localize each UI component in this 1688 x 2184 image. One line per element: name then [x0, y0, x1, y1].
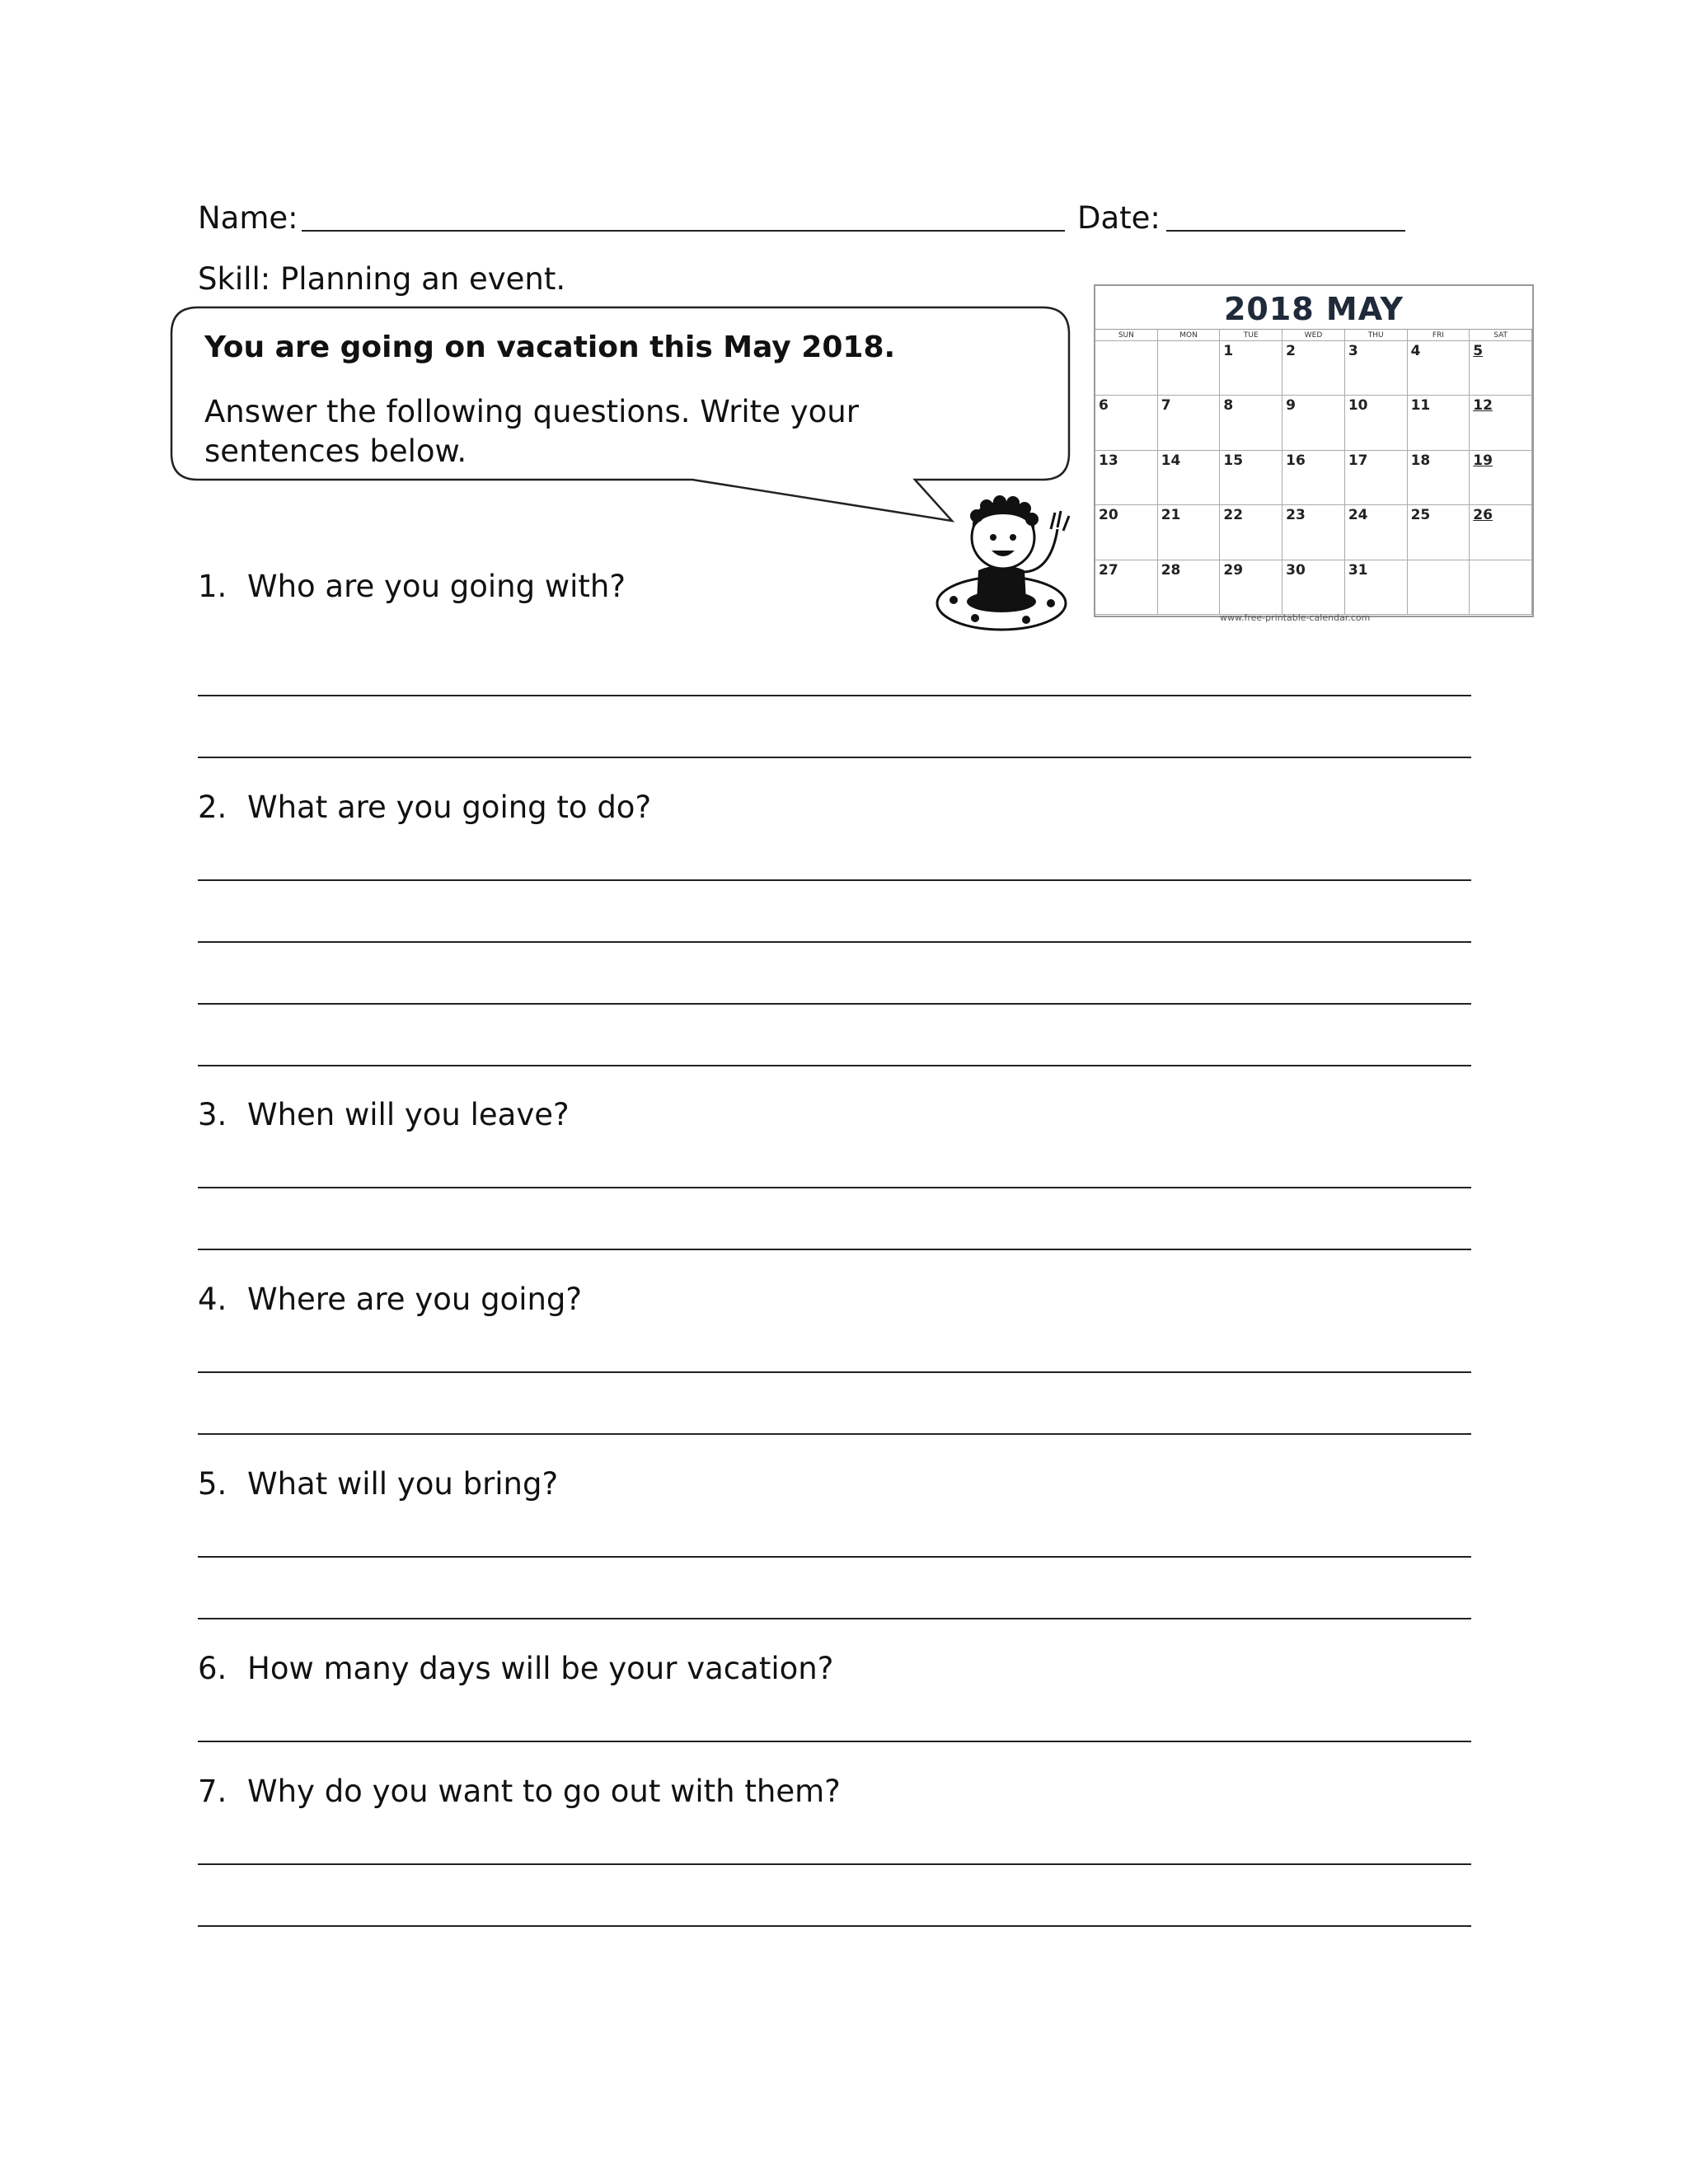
answer-line[interactable] — [198, 1371, 1471, 1373]
calendar-date-cell: 20 — [1095, 505, 1158, 560]
calendar-date-cell: 30 — [1282, 560, 1345, 615]
calendar-day-header: TUE — [1220, 330, 1282, 341]
calendar-date-cell: 4 — [1408, 341, 1470, 396]
question-text: Who are you going with? — [247, 569, 626, 604]
calendar-date-cell — [1408, 560, 1470, 615]
calendar-date-cell: 17 — [1345, 451, 1408, 505]
answer-line[interactable] — [198, 1741, 1471, 1742]
calendar-date-cell: 29 — [1220, 560, 1282, 615]
calendar-date-cell: 15 — [1220, 451, 1282, 505]
calendar-date-cell — [1470, 560, 1532, 615]
calendar-date-cell: 13 — [1095, 451, 1158, 505]
question-2 — [198, 792, 651, 823]
question-3 — [198, 1099, 570, 1130]
calendar-day-header: WED — [1282, 330, 1345, 341]
question-number: 1. — [198, 569, 227, 604]
answer-line[interactable] — [198, 1433, 1471, 1435]
calendar-date-cell: 10 — [1345, 396, 1408, 450]
answer-line[interactable] — [198, 1249, 1471, 1250]
answer-line[interactable] — [198, 941, 1471, 943]
calendar-date-cell: 8 — [1220, 396, 1282, 450]
answer-line[interactable] — [198, 1925, 1471, 1927]
calendar-date-cell: 7 — [1158, 396, 1221, 450]
question-7 — [198, 1776, 841, 1807]
calendar-grid — [1095, 329, 1532, 615]
question-text: What are you going to do? — [247, 790, 652, 825]
calendar-day-header: SUN — [1095, 330, 1158, 341]
calendar-date-cell: 25 — [1408, 505, 1470, 560]
child-swim-ring-icon — [927, 480, 1096, 636]
calendar-date-cell: 11 — [1408, 396, 1470, 450]
calendar-date-cell: 22 — [1220, 505, 1282, 560]
calendar-date-cell: 9 — [1282, 396, 1345, 450]
question-text: Where are you going? — [247, 1282, 583, 1317]
calendar-source: www.free-printable-calendar.com — [1220, 612, 1371, 623]
answer-line[interactable] — [198, 1003, 1471, 1005]
answer-line[interactable] — [198, 757, 1471, 758]
question-number: 2. — [198, 790, 227, 825]
calendar-date-cell: 31 — [1345, 560, 1408, 615]
answer-line[interactable] — [198, 879, 1471, 881]
calendar-date-cell: 2 — [1282, 341, 1345, 396]
calendar-date-cell: 14 — [1158, 451, 1221, 505]
calendar-date-cell: 23 — [1282, 505, 1345, 560]
question-1 — [198, 571, 626, 602]
calendar-date-cell: 21 — [1158, 505, 1221, 560]
question-4 — [198, 1284, 582, 1315]
calendar-date-cell: 6 — [1095, 396, 1158, 450]
question-6 — [198, 1653, 833, 1684]
calendar-title: 2018 MAY — [1223, 291, 1404, 327]
answer-line[interactable] — [198, 1618, 1471, 1619]
question-number: 7. — [198, 1774, 227, 1809]
calendar-date-cell: 28 — [1158, 560, 1221, 615]
answer-line[interactable] — [198, 1556, 1471, 1558]
calendar-may-2018 — [1094, 284, 1534, 617]
question-number: 5. — [198, 1466, 227, 1502]
question-text: How many days will be your vacation? — [247, 1651, 834, 1686]
calendar-date-cell: 18 — [1408, 451, 1470, 505]
calendar-date-cell: 27 — [1095, 560, 1158, 615]
answer-line[interactable] — [198, 695, 1471, 696]
calendar-date-cell: 3 — [1345, 341, 1408, 396]
skill-text: Skill: Planning an event. — [198, 261, 566, 297]
question-number: 3. — [198, 1097, 227, 1132]
calendar-day-header: FRI — [1408, 330, 1470, 341]
calendar-date-cell: 12 — [1470, 396, 1532, 450]
question-5 — [198, 1466, 559, 1502]
question-text: When will you leave? — [247, 1097, 570, 1132]
date-label: Date: — [1077, 200, 1160, 236]
calendar-date-cell — [1095, 341, 1158, 396]
question-number: 6. — [198, 1651, 227, 1686]
date-answer-line[interactable] — [1166, 230, 1405, 232]
name-answer-line[interactable] — [302, 230, 1065, 232]
answer-line[interactable] — [198, 1187, 1471, 1188]
answer-line[interactable] — [198, 1065, 1471, 1066]
calendar-date-cell — [1158, 341, 1221, 396]
calendar-date-cell: 5 — [1470, 341, 1532, 396]
name-label: Name: — [198, 200, 298, 236]
calendar-day-header: SAT — [1470, 330, 1532, 341]
calendar-date-cell: 16 — [1282, 451, 1345, 505]
question-text: What will you bring? — [247, 1466, 559, 1502]
calendar-date-cell: 26 — [1470, 505, 1532, 560]
calendar-date-cell: 24 — [1345, 505, 1408, 560]
question-number: 4. — [198, 1282, 227, 1317]
calendar-date-cell: 1 — [1220, 341, 1282, 396]
calendar-day-header: MON — [1158, 330, 1221, 341]
bubble-instructions: Answer the following questions. Write your sentences below. — [204, 394, 859, 469]
calendar-date-cell: 19 — [1470, 451, 1532, 505]
calendar-day-header: THU — [1345, 330, 1408, 341]
answer-line[interactable] — [198, 1863, 1471, 1865]
bubble-title: You are going on vacation this May 2018. — [204, 330, 896, 364]
question-text: Why do you want to go out with them? — [247, 1774, 841, 1809]
